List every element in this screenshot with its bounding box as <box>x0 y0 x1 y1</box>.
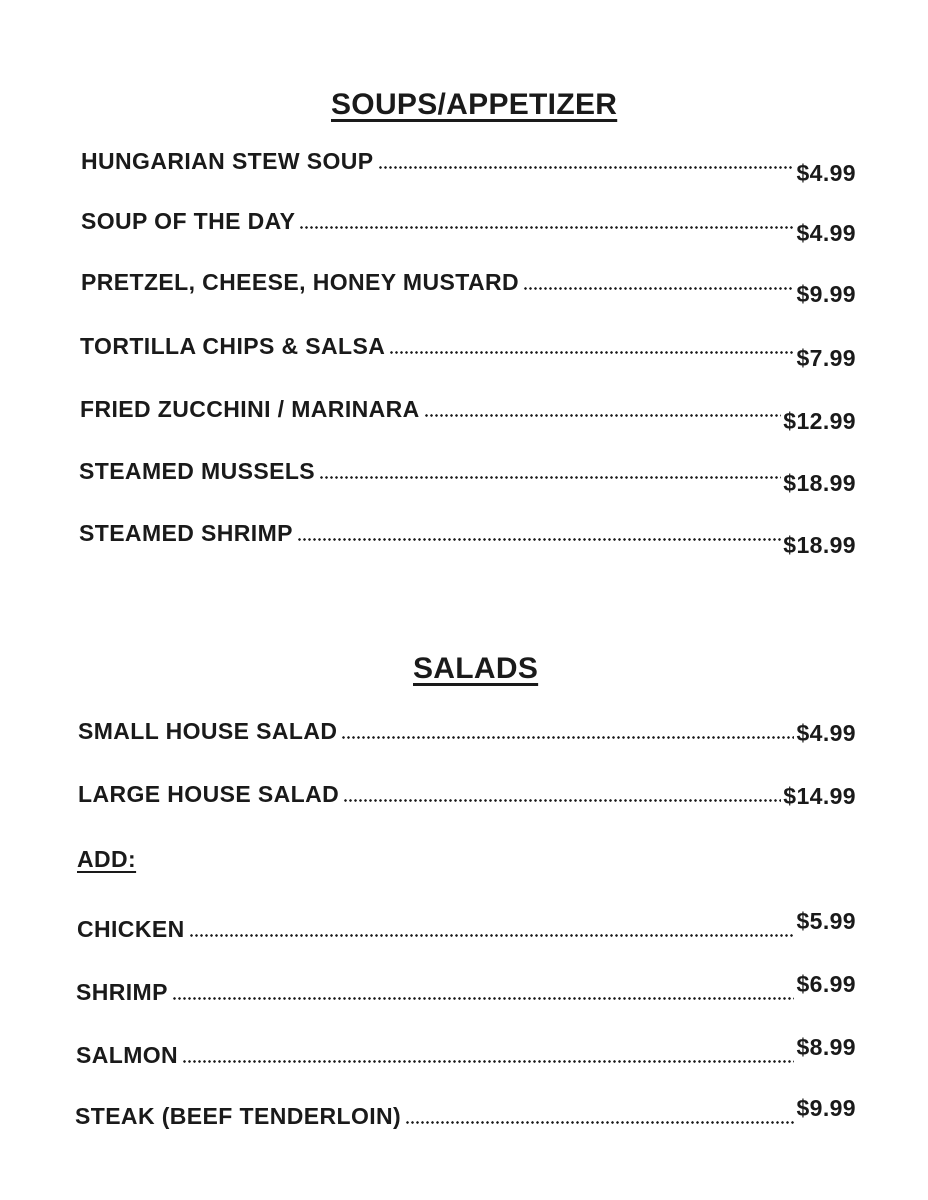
dot-leader <box>389 351 794 354</box>
item-name: LARGE HOUSE SALAD <box>78 781 340 807</box>
addon-name: SHRIMP <box>76 979 168 1005</box>
addon-name: CHICKEN <box>77 916 185 942</box>
item-price: $14.99 <box>783 783 856 809</box>
item-name: SMALL HOUSE SALAD <box>78 718 338 744</box>
dot-leader <box>405 1121 794 1124</box>
addon-row <box>77 908 856 943</box>
item-name: FRIED ZUCCHINI / MARINARA <box>80 396 420 422</box>
dot-leader <box>297 538 781 541</box>
addon-row <box>76 971 856 1006</box>
menu-item-row <box>78 781 856 808</box>
item-name: STEAMED SHRIMP <box>79 520 293 546</box>
item-price: $18.99 <box>783 532 856 558</box>
soups-heading: SOUPS/APPETIZER <box>331 88 618 121</box>
menu-item-row <box>80 333 856 371</box>
item-price: $12.99 <box>783 408 856 434</box>
item-price: $4.99 <box>796 220 856 246</box>
dot-leader <box>172 997 795 1000</box>
dot-leader <box>523 287 794 290</box>
dot-leader <box>182 1060 794 1063</box>
menu-item-row <box>81 148 856 186</box>
salads-heading: SALADS <box>413 652 539 685</box>
dot-leader <box>319 476 781 479</box>
menu-item-row <box>79 458 856 496</box>
item-price: $4.99 <box>796 720 856 746</box>
dot-leader <box>299 226 794 229</box>
dot-leader <box>424 414 782 417</box>
addon-row <box>75 1095 856 1130</box>
addon-price: $8.99 <box>796 1034 856 1060</box>
item-name: STEAMED MUSSELS <box>79 458 316 484</box>
addon-price: $6.99 <box>796 971 856 997</box>
dot-leader <box>378 166 795 169</box>
menu-item-row <box>79 520 856 558</box>
addon-name: SALMON <box>76 1042 179 1068</box>
addon-row <box>76 1034 856 1069</box>
dot-leader <box>189 934 795 937</box>
item-price: $9.99 <box>796 281 856 307</box>
item-price: $18.99 <box>783 470 856 496</box>
item-name: TORTILLA CHIPS & SALSA <box>80 333 386 359</box>
item-price: $4.99 <box>796 160 856 186</box>
menu-item-row <box>80 396 856 434</box>
dot-leader <box>343 799 781 802</box>
add-label: ADD: <box>77 846 137 872</box>
addon-price: $5.99 <box>796 908 856 934</box>
addon-price: $9.99 <box>796 1095 856 1121</box>
menu-item-row <box>78 718 856 745</box>
item-price: $7.99 <box>796 345 856 371</box>
menu-item-row <box>81 208 856 246</box>
addon-name: STEAK (BEEF TENDERLOIN) <box>75 1103 402 1129</box>
item-name: SOUP OF THE DAY <box>81 208 296 234</box>
dot-leader <box>341 736 794 739</box>
item-name: PRETZEL, CHEESE, HONEY MUSTARD <box>81 269 519 295</box>
menu-item-row <box>81 269 856 307</box>
item-name: HUNGARIAN STEW SOUP <box>81 148 374 174</box>
